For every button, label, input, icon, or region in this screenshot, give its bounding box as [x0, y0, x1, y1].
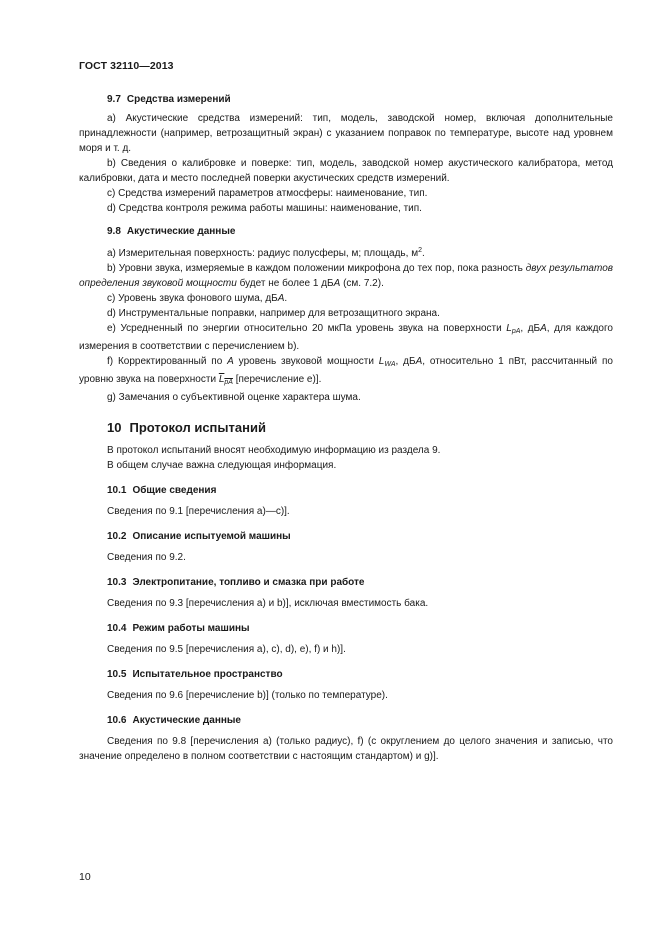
subsection-title: Испытательное пространство [132, 669, 283, 680]
list-item: d) Средства контроля режима работы машины: наименование, тип. [107, 203, 422, 214]
text-run: c) Уровень звука фонового шума, дБ [107, 293, 278, 304]
subsection-text: Сведения по 9.1 [перечисления а)—с)]. [107, 506, 290, 517]
subsection-number: 10.6 [107, 715, 127, 726]
subsection-heading [79, 483, 613, 498]
paragraph: В протокол испытаний вносят необходимую информацию из раздела 9. [107, 445, 441, 456]
subsection-text: Сведения по 9.5 [перечисления а), с), d), е), f) и h)]. [107, 644, 346, 655]
subsection-heading [79, 713, 613, 728]
subsection-number: 10.2 [107, 531, 127, 542]
text-run: , дБ [395, 356, 416, 367]
subsection-heading [79, 667, 613, 682]
text-run: (см. 7.2). [340, 278, 384, 289]
list-item: b) Сведения о калибровке и поверке: тип, модель, заводской номер акустического калибратора, метод калибровки, дата и место последней поверки акустических средств измерений. [79, 158, 613, 184]
list-item [79, 354, 613, 390]
text-run: а) Измерительная поверхность: радиус полусферы, м; площадь, м [107, 248, 419, 259]
text-run: . [284, 293, 288, 304]
superscript: 2 [418, 247, 422, 254]
overlined-symbol [219, 374, 233, 385]
subsection-number: 10.5 [107, 669, 127, 680]
subsection-text: Сведения по 9.8 [перечисления а) (только радиус), f) (с округлением до целого значения и записью, что значение определено в полном соответствии с настоящим стандартом) и g)]. [79, 736, 613, 762]
subscript: pA [224, 379, 233, 386]
text-run: , для каждого измерения в соответствии с перечислением b). [79, 323, 613, 352]
text-run: , относительно 1 пВт, рассчитанный по уровню звука на поверхности [79, 356, 613, 385]
symbol-L: L [218, 374, 225, 385]
subscript: WA [384, 361, 396, 368]
section-title: Средства измерений [126, 94, 231, 105]
text-run: , дБ [520, 323, 541, 334]
subsection-title: Описание испытуемой машины [132, 531, 291, 542]
subsection-title: Акустические данные [132, 715, 241, 726]
subscript: pA [511, 328, 521, 335]
subsection-number: 10.3 [107, 577, 127, 588]
italic-text: А [540, 323, 547, 334]
subsection-title: Общие сведения [132, 485, 217, 496]
list-item [79, 261, 613, 291]
document-header: ГОСТ 32110—2013 [79, 60, 174, 72]
text-run: b) Уровни звука, измеряемые в каждом положении микрофона до тех пор, пока разность [107, 263, 526, 274]
list-item [79, 321, 613, 354]
subsection-heading [79, 575, 613, 590]
subsection-heading [79, 621, 613, 636]
chapter-number: 10 [107, 420, 122, 435]
subsection-title: Режим работы машины [132, 623, 250, 634]
page-content [79, 92, 613, 764]
subsection-text: Сведения по 9.3 [перечисления а) и b)], исключая вместимость бака. [107, 598, 429, 609]
subsection-number: 10.1 [107, 485, 127, 496]
section-heading [79, 224, 613, 239]
italic-text: А [227, 356, 234, 367]
section-heading [79, 92, 613, 107]
list-item: а) Акустические средства измерений: тип, модель, заводской номер, включая дополнительные принадлежности (например, ветрозащитный экран) с указанием поправок по температуре, высоте над уровнем моря и т. д. [79, 113, 613, 154]
section-number: 9.8 [107, 226, 121, 237]
symbol-L: L [378, 356, 385, 367]
symbol-L: L [506, 323, 512, 334]
chapter-heading [79, 419, 613, 437]
text-run: уровень звуковой мощности [233, 356, 379, 367]
subsection-text: Сведения по 9.2. [107, 552, 186, 563]
italic-text: А [277, 293, 285, 304]
text-run: будет не более 1 дБ [236, 278, 334, 289]
subsection-number: 10.4 [107, 623, 127, 634]
paragraph: В общем случае важна следующая информация. [107, 460, 337, 471]
italic-text: А [333, 278, 341, 289]
section-number: 9.7 [107, 94, 121, 105]
list-item: g) Замечания о субъективной оценке характера шума. [107, 392, 361, 403]
subsections-list [79, 473, 613, 764]
page-number: 10 [79, 871, 91, 883]
text-run: f) Корректированный по [107, 356, 228, 367]
subsection-title: Электропитание, топливо и смазка при работе [132, 577, 365, 588]
list-item: d) Инструментальные поправки, например для ветрозащитного экрана. [107, 308, 440, 319]
text-run: e) Усредненный по энергии относительно 20 мкПа уровень звука на поверхности [107, 323, 507, 334]
chapter-title: Протокол испытаний [129, 420, 266, 435]
list-item [79, 243, 613, 261]
italic-text: А [415, 356, 423, 367]
subsection-heading [79, 529, 613, 544]
list-item [79, 291, 613, 306]
italic-text: двух результатов определения звуковой мощности [79, 263, 613, 289]
section-title: Акустические данные [126, 226, 236, 237]
subsection-text: Сведения по 9.6 [перечисление b)] (только по температуре). [107, 690, 388, 701]
text-run: . [421, 248, 425, 259]
list-item: c) Средства измерений параметров атмосферы: наименование, тип. [107, 188, 428, 199]
text-run: [перечисление е)]. [232, 374, 322, 385]
